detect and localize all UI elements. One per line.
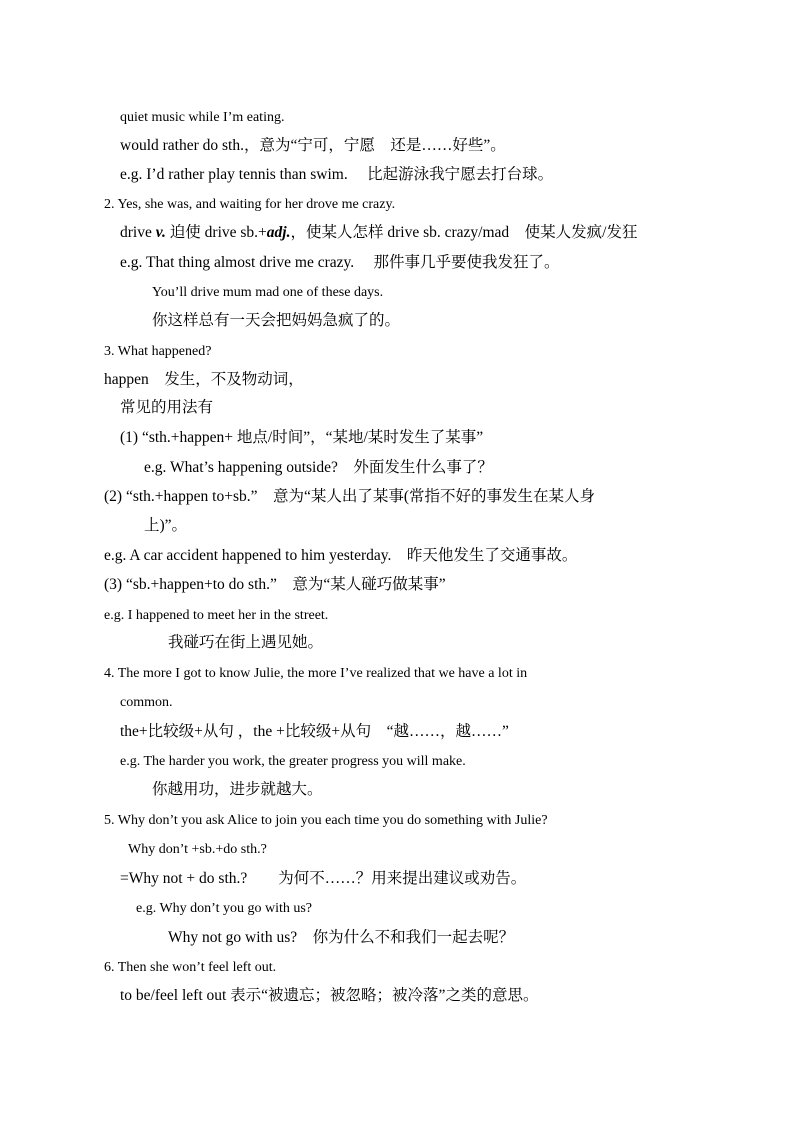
pos-label: v. bbox=[155, 224, 166, 241]
example-line: You’ll drive mum mad one of these days. bbox=[152, 285, 384, 300]
translation-line: 你越用功，进步就越大。 bbox=[152, 781, 323, 798]
text-span: ，使某人怎样 drive sb. crazy/mad 使某人发疯/发狂 bbox=[290, 224, 638, 241]
usage-line-cont: 上)”。 bbox=[144, 517, 188, 534]
definition-line: to be/feel left out 表示“被遗忘；被忽略；被冷落”之类的意思。 bbox=[120, 987, 539, 1004]
definition-line bbox=[120, 223, 637, 243]
example-line: e.g. I’d rather play tennis than swim. 比起游泳我宁愿去打台球。 bbox=[120, 166, 554, 183]
translation-line: 你这样总有一天会把妈妈急疯了的。 bbox=[152, 312, 401, 329]
item-heading-6: 6. Then she won’t feel left out. bbox=[104, 960, 277, 975]
item-heading-3: 3. What happened? bbox=[104, 344, 212, 359]
example-line: e.g. The harder you work, the greater progress you will make. bbox=[120, 754, 466, 769]
example-line: e.g. Why don’t you go with us? bbox=[136, 901, 313, 916]
translation-line: 我碰巧在街上遇见她。 bbox=[168, 634, 324, 651]
example-line: e.g. That thing almost drive me crazy. 那件事几乎要使我发狂了。 bbox=[120, 254, 560, 271]
text-span: 迫使 drive sb.+ bbox=[165, 224, 267, 241]
usage-line: (3) “sb.+happen+to do sth.” 意为“某人碰巧做某事” bbox=[104, 576, 446, 593]
text-line: would rather do sth.，意为“宁可，宁愿 还是……好些”。 bbox=[120, 137, 506, 154]
text-span: drive bbox=[120, 224, 156, 241]
definition-line: the+比较级+从句 ，the +比较级+从句 “越……，越……” bbox=[120, 723, 509, 740]
item-heading-5: 5. Why don’t you ask Alice to join you each time you do something with Julie? bbox=[104, 813, 548, 828]
usage-line: (1) “sth.+happen+ 地点/时间”，“某地/某时发生了某事” bbox=[120, 429, 484, 446]
example-line: e.g. A car accident happened to him yesterday. 昨天他发生了交通事故。 bbox=[104, 547, 578, 564]
example-line: e.g. I happened to meet her in the street. bbox=[104, 608, 329, 623]
pos-label: adj. bbox=[266, 224, 291, 241]
text-line: 常见的用法有 bbox=[120, 399, 214, 416]
definition-line: Why don’t +sb.+do sth.? bbox=[128, 842, 267, 857]
usage-line: (2) “sth.+happen to+sb.” 意为“某人出了某事(常指不好的事发生在某人身 bbox=[104, 488, 596, 505]
definition-line: =Why not + do sth.? 为何不……？用来提出建议或劝告。 bbox=[120, 870, 527, 887]
item-heading-2: 2. Yes, she was, and waiting for her drove me crazy. bbox=[104, 197, 396, 212]
text-line: quiet music while I’m eating. bbox=[120, 110, 285, 125]
item-heading-4-cont: common. bbox=[120, 695, 173, 710]
translation-line: Why not go with us? 你为什么不和我们一起去呢？ bbox=[168, 929, 515, 946]
definition-line: happen 发生，不及物动词， bbox=[104, 371, 304, 388]
example-line: e.g. What’s happening outside? 外面发生什么事了？ bbox=[144, 459, 493, 476]
item-heading-4: 4. The more I got to know Julie, the more I’ve realized that we have a lot in bbox=[104, 666, 528, 681]
